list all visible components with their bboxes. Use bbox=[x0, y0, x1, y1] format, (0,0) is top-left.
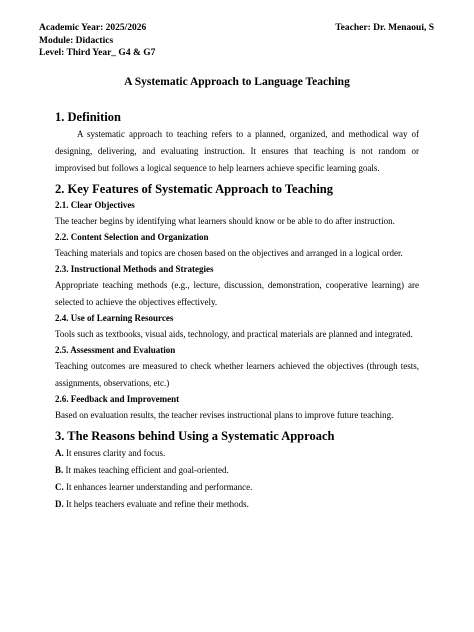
reason-item bbox=[55, 479, 419, 496]
reason-letter: A. bbox=[55, 448, 64, 458]
section-heading-definition: 1. Definition bbox=[55, 110, 121, 124]
document-title: A Systematic Approach to Language Teaching bbox=[124, 76, 350, 88]
document-body bbox=[55, 109, 419, 513]
module-name: Module: Didactics bbox=[39, 35, 114, 46]
reason-item bbox=[55, 462, 419, 479]
reason-text: It ensures clarity and focus. bbox=[63, 448, 166, 458]
reasons-list bbox=[55, 445, 419, 513]
feature-heading: 2.6. Feedback and Improvement bbox=[55, 394, 180, 404]
feature-heading: 2.1. Clear Objectives bbox=[55, 200, 135, 210]
academic-year: Academic Year: 2025/2026 bbox=[39, 23, 147, 33]
feature-heading: 2.5. Assessment and Evaluation bbox=[55, 345, 176, 355]
section-heading-reasons: 3. The Reasons behind Using a Systematic Approach bbox=[55, 429, 335, 443]
reason-item bbox=[55, 445, 419, 462]
feature-heading: 2.2. Content Selection and Organization bbox=[55, 232, 209, 242]
teacher-name: Teacher: Dr. Menaoui, S bbox=[335, 23, 434, 33]
key-features-list bbox=[55, 198, 419, 424]
definition-text: A systematic approach to teaching refers to a planned, organized, and methodical way of designing, delivering, and evaluating instruction. It ensures that teaching is not random or improvised but follows a logical sequence to help learners achieve specific learning goals. bbox=[55, 129, 419, 173]
feature-heading: 2.4. Use of Learning Resources bbox=[55, 313, 174, 323]
feature-text: The teacher begins by identifying what learners should know or be able to do after instruction. bbox=[55, 216, 395, 226]
feature-text: Tools such as textbooks, visual aids, technology, and practical materials are planned and integrated. bbox=[55, 329, 413, 339]
feature-text: Appropriate teaching methods (e.g., lecture, discussion, demonstration, cooperative learning) are selected to achieve the objectives effectively. bbox=[55, 280, 419, 307]
reason-text: It makes teaching efficient and goal-oriented. bbox=[63, 465, 229, 475]
section-heading-key-features: 2. Key Features of Systematic Approach to Teaching bbox=[55, 182, 334, 196]
reason-letter: B. bbox=[55, 465, 64, 475]
reason-text: It enhances learner understanding and performance. bbox=[63, 482, 253, 492]
feature-text: Teaching materials and topics are chosen based on the objectives and arranged in a logical order. bbox=[55, 248, 403, 258]
feature-text: Based on evaluation results, the teacher revises instructional plans to improve future teaching. bbox=[55, 410, 394, 420]
reason-letter: C. bbox=[55, 482, 64, 492]
reason-text: It helps teachers evaluate and refine their methods. bbox=[63, 499, 249, 509]
reason-letter: D. bbox=[55, 499, 64, 509]
feature-heading: 2.3. Instructional Methods and Strategies bbox=[55, 264, 214, 274]
document-header bbox=[39, 22, 434, 60]
reason-item bbox=[55, 496, 419, 513]
feature-text: Teaching outcomes are measured to check whether learners achieved the objectives (through tests, assignments, observations, etc.) bbox=[55, 361, 419, 388]
level-info: Level: Third Year_ G4 & G7 bbox=[39, 48, 156, 58]
